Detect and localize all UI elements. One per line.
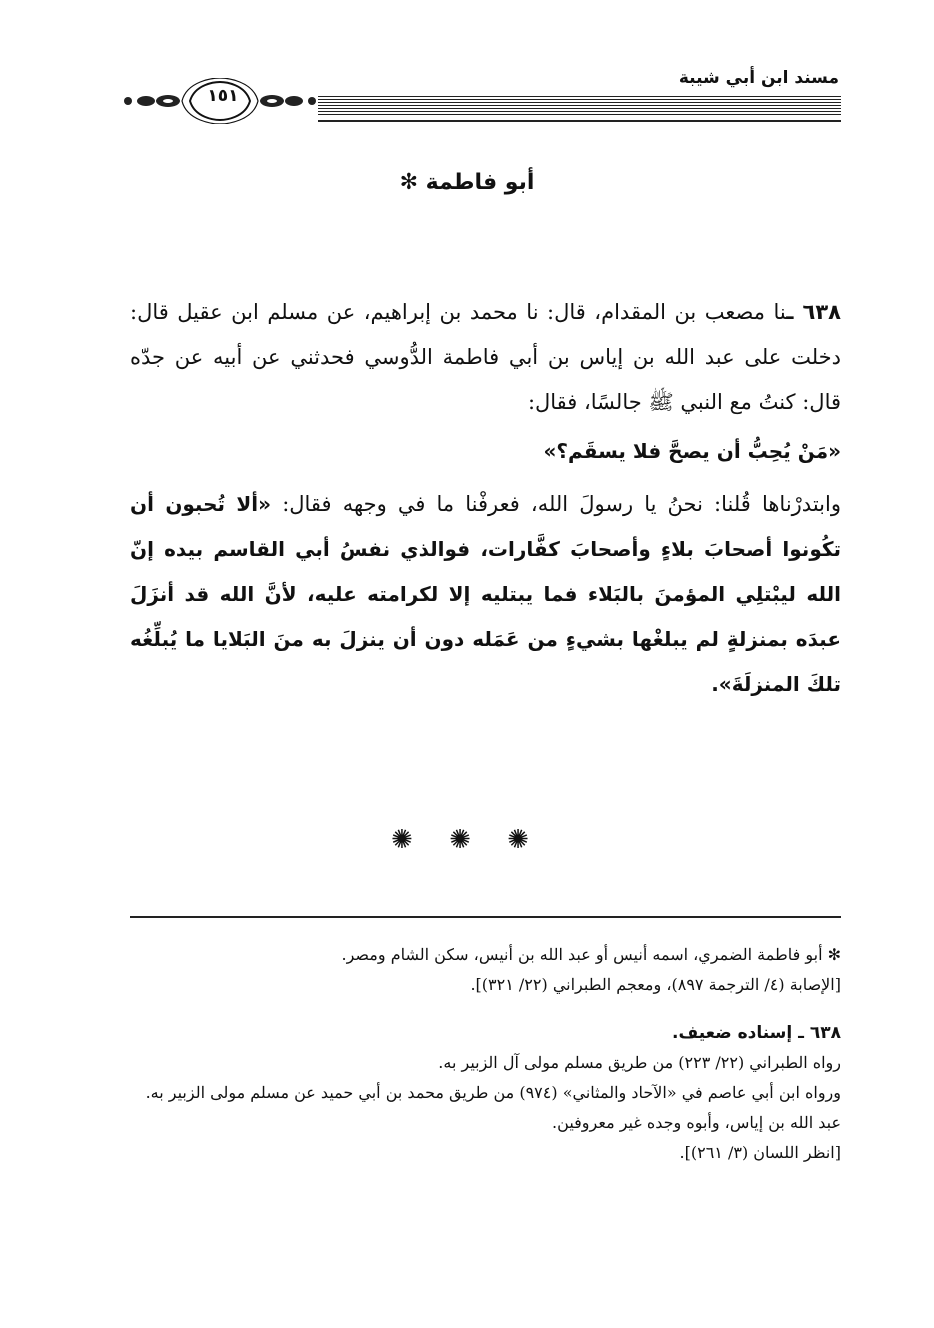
- hadith-continuation-paragraph: [130, 482, 841, 707]
- section-title: أبو فاطمة ✻: [399, 170, 535, 195]
- hadith-chain: نا مصعب بن المقدام، قال: نا محمد بن إبراهيم، عن مسلم ابن عقيل قال: دخلت على عبد الله بن إياس بن أبي فاطمة الدُّوسي فحدثني عن أبيه عن جدّه قال: كنتُ مع النبي ﷺ جالسًا، فقال:: [130, 300, 841, 414]
- footnote-line: رواه الطبراني (٢٢/ ٢٢٣) من طريق مسلم مولى آل الزبير به.: [438, 1053, 841, 1072]
- footnote-line: [انظر اللسان (٣/ ٢٦١)].: [679, 1143, 841, 1162]
- page-number: ١٥١: [207, 86, 239, 106]
- hadith-chain-paragraph: [130, 290, 841, 425]
- section-separator: ✺ ✺ ✺: [391, 825, 543, 855]
- hadith-saying: «ألا تُحبون أن تكُونوا أصحابَ بلاءٍ وأصحابَ كفَّارات، فوالذي نفسُ أبي القاسم بيده إنّ الله ليبْتلِي المؤمنَ بالبَلاء فما يبتليه إلا لكرامته عليه، لأنَّ الله قد أنزَلَ عبدَه بمنزلةٍ لم يبلغْها بشيءٍ من عَمَله دون أن ينزلَ به منَ البَلايا ما يُبلِّغُه تلكَ المنزلَةَ».: [130, 492, 841, 696]
- hadith-question: «مَنْ يُحِبُّ أن يصحَّ فلا يسقَم؟»: [543, 439, 841, 463]
- footnote-rule: [130, 916, 841, 918]
- running-title: مسند ابن أبي شيبة: [678, 68, 839, 88]
- header-rule-thick: [318, 120, 841, 122]
- footnote-line: ورواه ابن أبي عاصم في «الآحاد والمثاني» (٩٧٤) من طريق محمد بن أبي حميد عن مسلم مولى الزبير به.: [145, 1083, 841, 1102]
- footnote-person-line2: [الإصابة (٤/ الترجمة ٨٩٧)، ومعجم الطبراني (٢٢/ ٣٢١)].: [470, 975, 841, 994]
- hadith-number: ٦٣٨ ـ: [786, 300, 841, 324]
- footnote-grading: ٦٣٨ ـ إسناده ضعيف.: [672, 1023, 841, 1043]
- header-rule: [318, 96, 841, 116]
- footnote-person-line1: ✻ أبو فاطمة الضمري، اسمه أنيس أو عبد الله بن أنيس، سكن الشام ومصر.: [341, 945, 841, 964]
- hadith-body: [130, 290, 841, 707]
- hadith-continuation: وابتدرْناها قُلنا: نحنُ يا رسولَ الله، فعرفْنا ما في وجهه فقال:: [282, 492, 841, 516]
- footnotes: [130, 940, 841, 1168]
- footnote-line: عبد الله بن إياس، وأبوه وجده غير معروفين.: [552, 1113, 841, 1132]
